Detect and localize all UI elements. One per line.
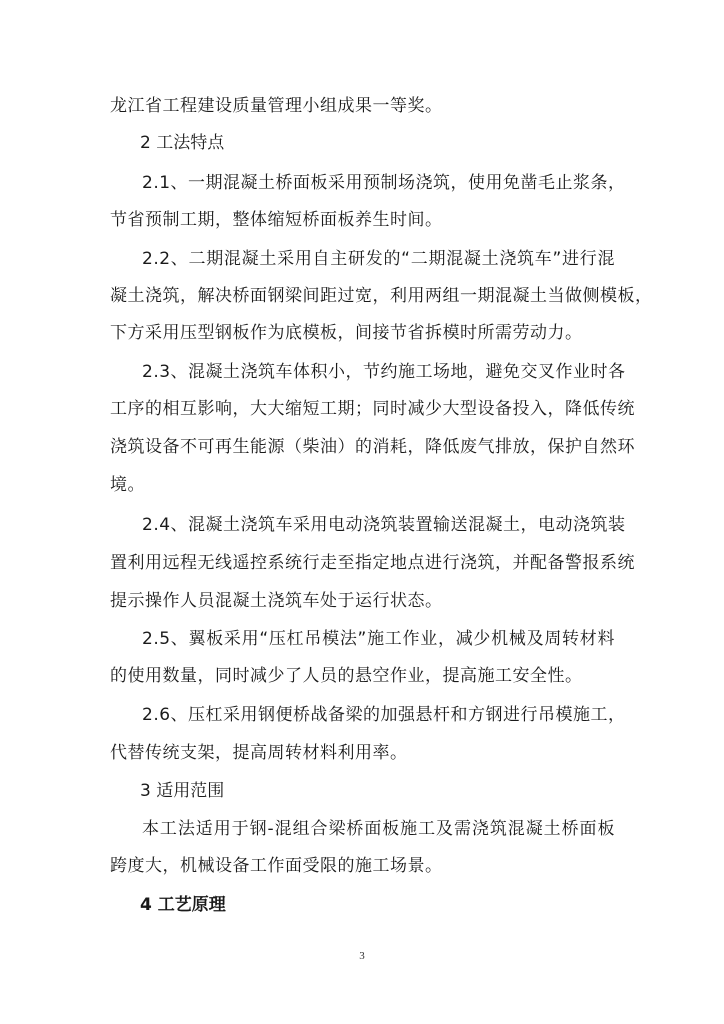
text-line: 下方采用压型钢板作为底模板，间接节省拆模时所需劳动力。 xyxy=(110,323,583,343)
text-line: 代替传统支架，提高周转材料利用率。 xyxy=(110,743,408,763)
text-line: 跨度大，机械设备工作面受限的施工场景。 xyxy=(110,856,443,876)
text-line: 2.4、混凝土浇筑车采用电动浇筑装置输送混凝土，电动浇筑装 xyxy=(142,515,626,535)
text-line: 本工法适用于钢-混组合梁桥面板施工及需浇筑混凝土桥面板 xyxy=(142,819,615,839)
text-line: 提示操作人员混凝土浇筑车处于运行状态。 xyxy=(110,591,443,611)
text-line: 工序的相互影响，大大缩短工期；同时减少大型设备投入，降低传统 xyxy=(110,399,635,419)
text-line: 龙江省工程建设质量管理小组成果一等奖。 xyxy=(110,96,443,116)
text-line: 凝土浇筑，解决桥面钢梁间距过宽，利用两组一期混凝土当做侧模板， xyxy=(110,286,653,306)
text-line: 2.1、一期混凝土桥面板采用预制场浇筑，使用免凿毛止浆条， xyxy=(142,173,626,193)
text-line: 2.5、翼板采用“压杠吊模法”施工作业，减少机械及周转材料 xyxy=(142,629,615,649)
text-line: 置利用远程无线遥控系统行走至指定地点进行浇筑，并配备警报系统 xyxy=(110,553,635,573)
page-number: 3 xyxy=(359,950,365,962)
text-line: 境。 xyxy=(110,475,145,495)
text-line: 2.3、混凝土浇筑车体积小，节约施工场地，避免交叉作业时各 xyxy=(142,362,626,382)
text-line: 2.6、压杠采用钢便桥战备梁的加强悬杆和方钢进行吊模施工， xyxy=(142,705,626,725)
section-heading-4: 4 工艺原理 xyxy=(140,895,226,915)
text-line: 的使用数量，同时减少了人员的悬空作业，提高施工安全性。 xyxy=(110,666,583,686)
text-line: 浇筑设备不可再生能源（柴油）的消耗，降低废气排放，保护自然环 xyxy=(110,437,635,457)
section-heading-3: 3 适用范围 xyxy=(140,781,225,801)
text-line: 2.2、二期混凝土采用自主研发的“二期混凝土浇筑车”进行混 xyxy=(142,249,615,269)
text-line: 节省预制工期，整体缩短桥面板养生时间。 xyxy=(110,210,443,230)
section-heading-2: 2 工法特点 xyxy=(140,133,225,153)
